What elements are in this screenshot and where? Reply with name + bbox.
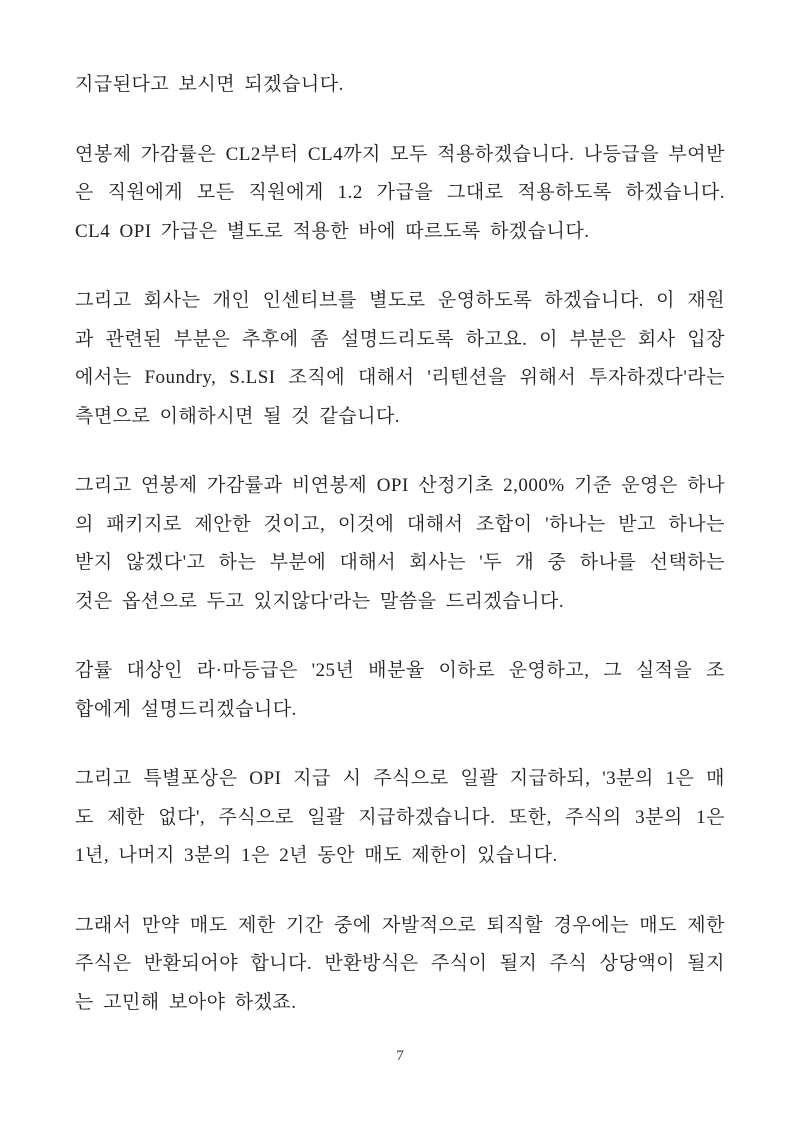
text-line: 도 제한 없다', 주식으로 일괄 지급하겠습니다. 또한, 주식의 3분의 1은 [75, 806, 725, 828]
text-line: 것은 옵션으로 두고 있지않다'라는 말씀을 드리겠습니다. [75, 590, 565, 612]
page-number: 7 [396, 1048, 404, 1064]
text-line: 은 직원에게 모든 직원에게 1.2 가급을 그대로 적용하도록 하겠습니다. [75, 182, 725, 203]
paragraph [75, 136, 725, 252]
text-line: CL4 OPI 가급은 별도로 적용한 바에 따르도록 하겠습니다. [75, 220, 590, 242]
text-line: 측면으로 이해하시면 될 것 같습니다. [75, 405, 401, 427]
text-line: 에서는 Foundry, S.LSI 조직에 대해서 '리텐션을 위해서 투자하겠다'라는 [75, 367, 725, 388]
text-line: 연봉제 가감률은 CL2부터 CL4까지 모두 적용하겠습니다. 나등급을 부여받 [75, 143, 725, 165]
text-line: 그리고 회사는 개인 인센티브를 별도로 운영하도록 하겠습니다. 이 재원 [75, 290, 725, 311]
paragraph [75, 760, 725, 876]
text-line: 그래서 만약 매도 제한 기간 중에 자발적으로 퇴직할 경우에는 매도 제한 [75, 914, 725, 936]
text-line: 그리고 연봉제 가감률과 비연봉제 OPI 산정기초 2,000% 기준 운영은 하나 [75, 475, 725, 496]
text-line: 받지 않겠다'고 하는 부분에 대해서 회사는 '두 개 중 하나를 선택하는 [75, 552, 725, 573]
text-line: 주식은 반환되어야 합니다. 반환방식은 주식이 될지 주식 상당액이 될지 [75, 953, 725, 974]
paragraph [75, 907, 725, 1023]
paragraph [75, 282, 725, 436]
text-line: 1년, 나머지 3분의 1은 2년 동안 매도 제한이 있습니다. [75, 845, 558, 866]
paragraph [75, 652, 725, 729]
text-line: 과 관련된 부분은 추후에 좀 설명드리도록 하고요. 이 부분은 회사 입장 [75, 328, 725, 350]
text-line: 합에게 설명드리겠습니다. [75, 698, 297, 720]
text-line: 는 고민해 보아야 하겠죠. [75, 991, 297, 1013]
text-line: 지급된다고 보시면 되겠습니다. [75, 74, 344, 95]
text-line: 그리고 특별포상은 OPI 지급 시 주식으로 일괄 지급하되, '3분의 1은 매 [75, 768, 725, 789]
paragraph [75, 467, 725, 621]
text-line: 감률 대상인 라·마등급은 '25년 배분율 이하로 운영하고, 그 실적을 조 [75, 660, 725, 681]
text-line: 의 패키지로 제안한 것이고, 이것에 대해서 조합이 '하나는 받고 하나는 [75, 513, 725, 535]
paragraph [75, 66, 725, 105]
